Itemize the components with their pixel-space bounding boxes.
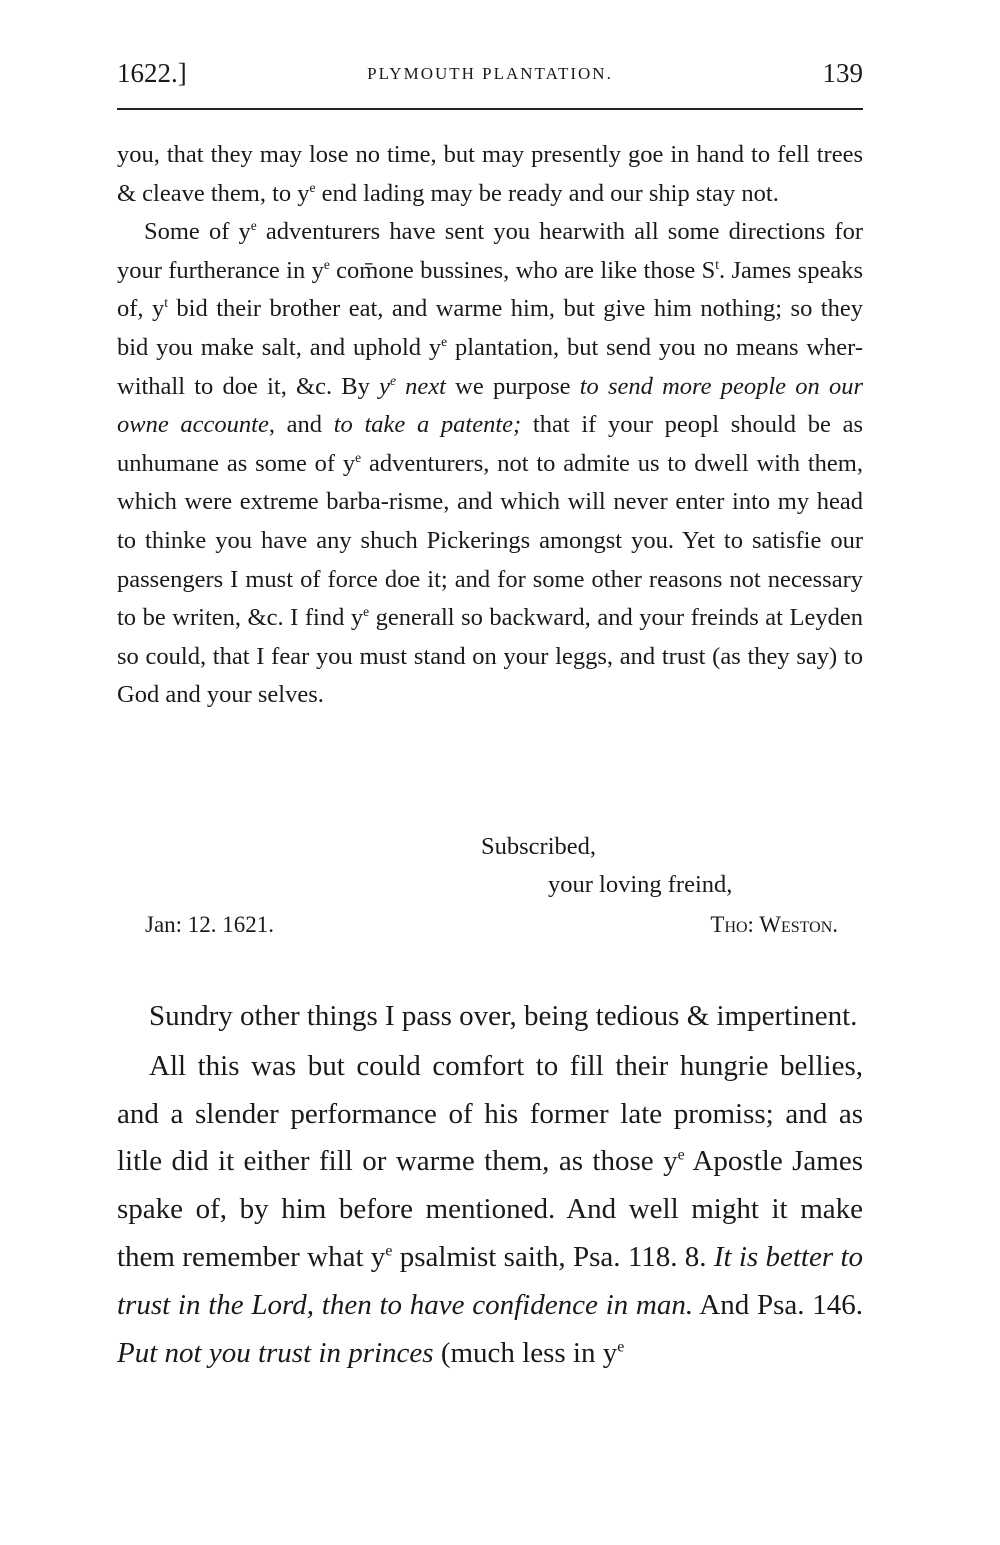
header-year: 1622.] (117, 58, 187, 88)
header-title: PLYMOUTH PLANTATION. (367, 64, 613, 83)
letter-text: you, that they may lose no time, but may presently goe in hand to fell trees & cleave them, to $y^e$ end lading may be ready and our ship stay not. Some of $y^e$ adventurers have sent you hearwith all some directions for your furtherance in $y^e$ com̄one bussines, who are like those $S^t$. James speaks of, $y^t$ bid their brother eat, and warme him, but give him nothing; so they bid you make salt, and uphold $y^e$ plantation, but send you no means wher-withall to doe it, &c. By $y^e$ next we purpose to send more people on our owne accounte, and to take a patente; that if your peopl should be as unhumane as some of $y^e$ adventurers, not to admite us to dwell with them, which were extreme barba-risme, and which will never enter into my head to thinke you have any shuch Pickerings amongst you. Yet to satisfie our passengers I must of force doe it; and for some other reasons not necessary to be writen, &c. I find $y^e$ generall so backward, and your freinds at Leyden so could, that I fear you must stand on your leggs, and trust (as they say) to God and your selves. (117, 141, 864, 709)
header-rule (117, 108, 863, 110)
letter-date: Jan: 12. 1621. (145, 912, 275, 937)
page-number: 139 (822, 58, 863, 88)
running-header (117, 58, 863, 98)
letter-author: Tho: Weston. (710, 912, 838, 937)
signature-closing: your loving freind, (548, 871, 733, 898)
narrative-text: Sundry other things I pass over, being tedious & impertinent. All this was but could comfort to fill their hungrie bellies, and a slender performance of his former late promiss; and as litle did it either fill or warme them, as those $y^e$ Apostle James spake of, by him before mentioned. And well might it make them remember what $y^e$ psalmist saith, Psa. 118. 8. It is better to trust in the Lord, then to have confidence in man. And Psa. 146. Put not you trust in princes (much less in $y^e$ (117, 1000, 863, 1369)
signature-subscribed: Subscribed, (481, 833, 596, 860)
